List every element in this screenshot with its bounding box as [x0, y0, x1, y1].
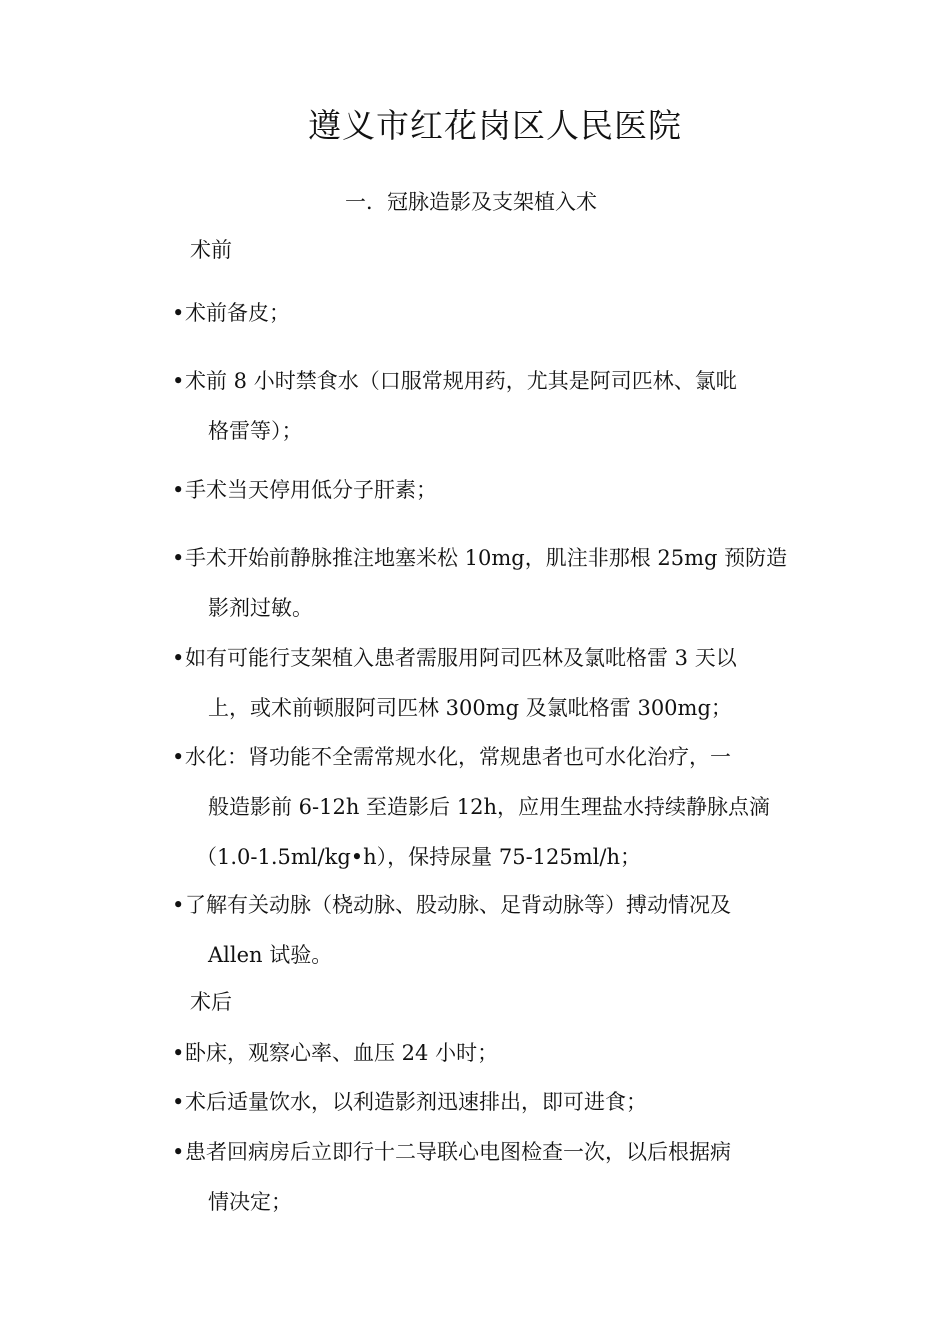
list-item-text: 水化：肾功能不全需常规水化，常规患者也可水化治疗，一 — [185, 745, 731, 769]
page-title: 遵义市红花岗区人民医院 — [308, 106, 682, 145]
list-item-text: 影剂过敏。 — [208, 596, 313, 620]
list-item — [172, 1077, 832, 1127]
list-item-text: 术前 8 小时禁食水（口服常规用药，尤其是阿司匹林、氯吡 — [185, 369, 737, 393]
list-item — [172, 533, 832, 633]
list-item — [172, 732, 832, 882]
list-item-text: 术前备皮； — [185, 301, 290, 325]
bullet: • — [172, 478, 185, 502]
bullet: • — [172, 1090, 185, 1114]
list-item-text: 了解有关动脉（桡动脉、股动脉、足背动脉等）搏动情况及 — [185, 893, 731, 917]
bullet: • — [172, 301, 185, 325]
list-item-text: 卧床，观察心率、血压 24 小时； — [185, 1041, 499, 1065]
bullet: • — [172, 893, 185, 917]
bullet: • — [172, 369, 185, 393]
list-item — [172, 880, 832, 980]
list-item-text: 手术当天停用低分子肝素； — [185, 478, 437, 502]
list-item-text: 般造影前 6-12h 至造影后 12h，应用生理盐水持续静脉点滴 — [208, 795, 770, 819]
bullet: • — [172, 1140, 185, 1164]
section-title: 一．冠脉造影及支架植入术 — [345, 190, 597, 214]
list-item-text: 如有可能行支架植入患者需服用阿司匹林及氯吡格雷 3 天以 — [185, 646, 737, 670]
list-item — [172, 1127, 832, 1227]
list-item-text: 患者回病房后立即行十二导联心电图检查一次，以后根据病 — [185, 1140, 731, 1164]
list-item — [172, 465, 832, 515]
bullet: • — [172, 646, 185, 670]
bullet: • — [172, 745, 185, 769]
list-item-text: 情决定； — [208, 1190, 292, 1214]
list-item — [172, 633, 832, 733]
section-heading-postop: 术后 — [190, 990, 232, 1014]
list-item-text: （1.0-1.5ml/kg•h），保持尿量 75-125ml/h； — [196, 845, 641, 869]
bullet: • — [172, 546, 185, 570]
list-item-text: 手术开始前静脉推注地塞米松 10mg，肌注非那根 25mg 预防造 — [185, 546, 788, 570]
list-item-text: 上，或术前顿服阿司匹林 300mg 及氯吡格雷 300mg； — [208, 696, 732, 720]
list-item-text: 格雷等）； — [208, 419, 303, 443]
list-item-text: 术后适量饮水，以利造影剂迅速排出，即可进食； — [185, 1090, 647, 1114]
list-item — [172, 1028, 832, 1078]
list-item-text: Allen 试验。 — [208, 943, 333, 967]
bullet: • — [172, 1041, 185, 1065]
list-item — [172, 356, 832, 456]
section-heading-preop: 术前 — [190, 238, 232, 262]
list-item — [172, 288, 832, 338]
